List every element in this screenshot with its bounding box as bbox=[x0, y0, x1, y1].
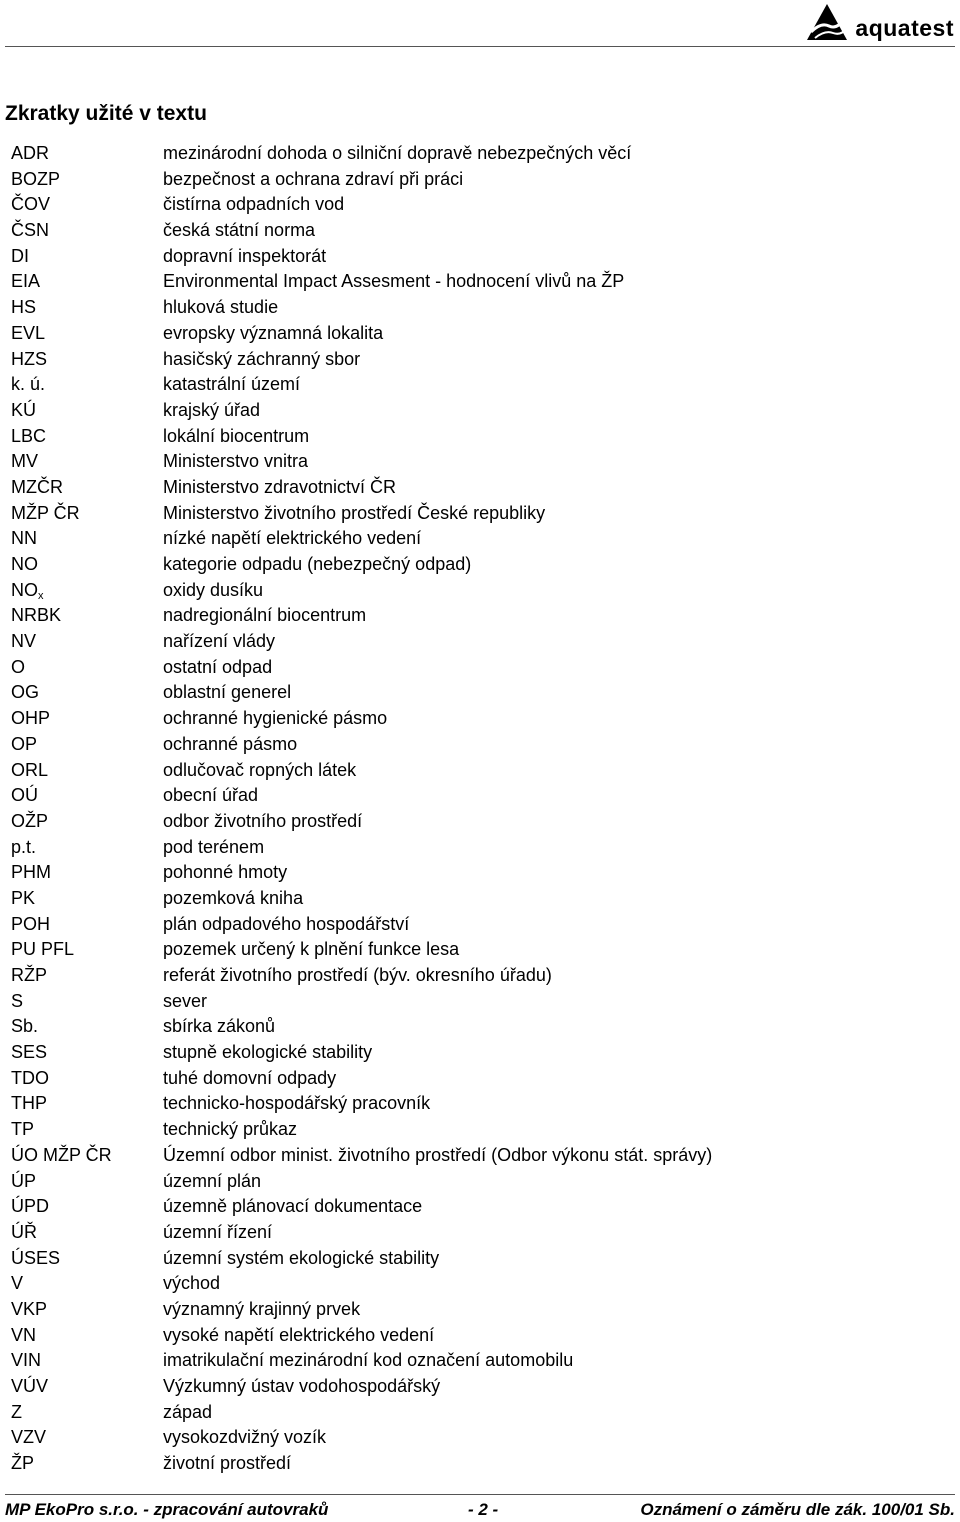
footer-divider bbox=[5, 1494, 955, 1495]
abbreviation-meaning: sbírka zákonů bbox=[163, 1016, 276, 1037]
abbreviation-row bbox=[11, 963, 951, 989]
abbreviation-row bbox=[11, 809, 951, 835]
abbreviation-term bbox=[11, 347, 163, 373]
abbreviation-term bbox=[11, 706, 163, 732]
abbreviation-meaning: bezpečnost a ochrana zdraví při práci bbox=[163, 168, 464, 189]
abbreviation-meaning: sever bbox=[163, 990, 208, 1011]
abbreviation-row bbox=[11, 655, 951, 681]
abbreviation-row bbox=[11, 1194, 951, 1220]
abbreviation-meaning: lokální biocentrum bbox=[163, 425, 310, 446]
abbreviation-text: HS bbox=[11, 297, 37, 318]
section-title: Zkratky užité v textu bbox=[5, 102, 207, 125]
abbreviation-meaning: ostatní odpad bbox=[163, 656, 273, 677]
abbreviation-term bbox=[11, 1425, 163, 1451]
abbreviation-row bbox=[11, 1169, 951, 1195]
abbreviation-text: NRBK bbox=[11, 605, 62, 626]
abbreviation-row bbox=[11, 758, 951, 784]
abbreviation-row bbox=[11, 1091, 951, 1117]
abbreviation-term bbox=[11, 1246, 163, 1272]
abbreviation-meaning: nařízení vlády bbox=[163, 631, 276, 652]
abbreviation-meaning: nadregionální biocentrum bbox=[163, 605, 367, 626]
abbreviation-row bbox=[11, 1451, 951, 1477]
abbreviation-text: ČSN bbox=[11, 220, 50, 241]
abbreviation-text: OÚ bbox=[11, 785, 38, 806]
abbreviation-row bbox=[11, 552, 951, 578]
abbreviation-term bbox=[11, 475, 163, 501]
abbreviation-meaning: Ministerstvo zdravotnictví ČR bbox=[163, 476, 397, 497]
abbreviation-term bbox=[11, 244, 163, 270]
abbreviation-term bbox=[11, 167, 163, 193]
abbreviation-term bbox=[11, 501, 163, 527]
abbreviation-text: NV bbox=[11, 631, 37, 652]
abbreviation-term bbox=[11, 552, 163, 578]
abbreviation-term bbox=[11, 1400, 163, 1426]
abbreviation-row bbox=[11, 218, 951, 244]
abbreviation-meaning: Ministerstvo vnitra bbox=[163, 451, 309, 472]
abbreviation-row bbox=[11, 989, 951, 1015]
abbreviation-row bbox=[11, 578, 951, 604]
abbreviation-term bbox=[11, 603, 163, 629]
abbreviation-row bbox=[11, 295, 951, 321]
page-number: - 2 - bbox=[468, 1500, 499, 1519]
abbreviation-term bbox=[11, 398, 163, 424]
abbreviation-row bbox=[11, 1117, 951, 1143]
abbreviation-text: VN bbox=[11, 1324, 37, 1345]
abbreviation-term bbox=[11, 192, 163, 218]
abbreviation-meaning: obecní úřad bbox=[163, 785, 259, 806]
abbreviation-meaning: stupně ekologické stability bbox=[163, 1042, 373, 1063]
abbreviation-row bbox=[11, 1143, 951, 1169]
abbreviation-text: NN bbox=[11, 528, 37, 549]
abbreviation-text: PU PFL bbox=[11, 939, 75, 960]
abbreviation-meaning: vysoké napětí elektrického vedení bbox=[163, 1324, 435, 1345]
abbreviation-row bbox=[11, 1425, 951, 1451]
abbreviation-term bbox=[11, 1220, 163, 1246]
abbreviation-term bbox=[11, 758, 163, 784]
abbreviation-text: THP bbox=[11, 1093, 47, 1114]
abbreviation-meaning: mezinárodní dohoda o silniční dopravě nebezpečných věcí bbox=[163, 143, 632, 163]
abbreviation-row bbox=[11, 886, 951, 912]
abbreviation-row bbox=[11, 1323, 951, 1349]
abbreviation-row bbox=[11, 732, 951, 758]
abbreviation-row bbox=[11, 603, 951, 629]
abbreviation-meaning: odbor životního prostředí bbox=[163, 810, 363, 831]
abbreviation-term bbox=[11, 989, 163, 1015]
abbreviation-text: ÚO MŽP ČR bbox=[11, 1144, 112, 1165]
abbreviation-row bbox=[11, 706, 951, 732]
abbreviation-term bbox=[11, 1451, 163, 1477]
abbreviation-text: VKP bbox=[11, 1298, 48, 1319]
abbreviation-row bbox=[11, 244, 951, 270]
abbreviation-text: ORL bbox=[11, 759, 49, 780]
abbreviation-text: ÚSES bbox=[11, 1247, 61, 1268]
abbreviation-meaning: územně plánovací dokumentace bbox=[163, 1196, 423, 1217]
abbreviation-meaning: západ bbox=[163, 1401, 213, 1422]
abbreviation-text: p.t. bbox=[11, 836, 37, 857]
abbreviation-text: ADR bbox=[11, 143, 50, 163]
abbreviation-term bbox=[11, 783, 163, 809]
abbreviation-term bbox=[11, 1143, 163, 1169]
abbreviation-text: SES bbox=[11, 1042, 48, 1063]
abbreviation-text: OHP bbox=[11, 708, 51, 729]
abbreviation-meaning: Územní odbor minist. životního prostředí (Odbor výkonu stát. správy) bbox=[163, 1144, 713, 1165]
abbreviation-meaning: hasičský záchranný sbor bbox=[163, 348, 361, 369]
abbreviation-text: ŽP bbox=[11, 1453, 35, 1474]
logo-text: aquatest bbox=[855, 14, 954, 41]
abbreviation-meaning: pozemková kniha bbox=[163, 887, 304, 908]
abbreviation-text: VIN bbox=[11, 1350, 42, 1371]
company-logo bbox=[805, 0, 954, 44]
abbreviation-text: ČOV bbox=[11, 194, 51, 215]
abbreviation-text: VZV bbox=[11, 1427, 47, 1448]
abbreviation-text: OG bbox=[11, 682, 40, 703]
abbreviation-row bbox=[11, 192, 951, 218]
abbreviation-row bbox=[11, 937, 951, 963]
abbreviation-row bbox=[11, 1040, 951, 1066]
abbreviation-text: EVL bbox=[11, 322, 46, 343]
abbreviation-meaning: pohonné hmoty bbox=[163, 862, 288, 883]
abbreviation-term bbox=[11, 1348, 163, 1374]
abbreviation-meaning: tuhé domovní odpady bbox=[163, 1067, 337, 1088]
abbreviation-meaning: technicko-hospodářský pracovník bbox=[163, 1093, 431, 1114]
abbreviation-term bbox=[11, 1169, 163, 1195]
abbreviation-meaning: Environmental Impact Assesment - hodnocení vlivů na ŽP bbox=[163, 271, 625, 292]
abbreviation-text: PHM bbox=[11, 862, 51, 883]
abbreviation-meaning: životní prostředí bbox=[163, 1453, 292, 1474]
abbreviation-term bbox=[11, 1297, 163, 1323]
abbreviation-row bbox=[11, 526, 951, 552]
abbreviation-row bbox=[11, 835, 951, 861]
abbreviation-meaning: nízké napětí elektrického vedení bbox=[163, 528, 422, 549]
abbreviation-text: NO bbox=[11, 579, 38, 600]
abbreviation-meaning: hluková studie bbox=[163, 297, 279, 318]
abbreviation-row bbox=[11, 783, 951, 809]
abbreviation-meaning: východ bbox=[163, 1273, 221, 1294]
abbreviation-meaning: česká státní norma bbox=[163, 220, 316, 241]
page-footer bbox=[5, 1500, 955, 1522]
abbreviation-meaning: oblastní generel bbox=[163, 682, 292, 703]
abbreviation-row bbox=[11, 1400, 951, 1426]
abbreviation-meaning: vysokozdvižný vozík bbox=[163, 1427, 327, 1448]
abbreviation-text: DI bbox=[11, 245, 29, 266]
abbreviation-row bbox=[11, 347, 951, 373]
abbreviation-meaning: ochranné pásmo bbox=[163, 733, 298, 754]
abbreviation-row bbox=[11, 424, 951, 450]
abbreviation-text: ÚP bbox=[11, 1170, 37, 1191]
abbreviation-text: OŽP bbox=[11, 810, 49, 831]
abbreviation-term bbox=[11, 578, 163, 604]
abbreviation-meaning: krajský úřad bbox=[163, 399, 261, 420]
abbreviation-text: TP bbox=[11, 1119, 35, 1140]
abbreviation-text: NO bbox=[11, 554, 38, 574]
abbreviation-row bbox=[11, 1220, 951, 1246]
abbreviation-term bbox=[11, 629, 163, 655]
abbreviation-meaning: pod terénem bbox=[163, 836, 265, 857]
abbreviation-row bbox=[11, 269, 951, 295]
abbreviation-term bbox=[11, 1271, 163, 1297]
abbreviation-term bbox=[11, 963, 163, 989]
abbreviation-text: OP bbox=[11, 733, 38, 754]
abbreviation-text: O bbox=[11, 656, 26, 677]
abbreviation-meaning: územní řízení bbox=[163, 1221, 273, 1242]
abbreviation-text: ÚŘ bbox=[11, 1221, 37, 1242]
abbreviation-term bbox=[11, 1066, 163, 1092]
abbreviation-row bbox=[11, 1271, 951, 1297]
abbreviation-text: Z bbox=[11, 1401, 22, 1422]
abbreviation-meaning: referát životního prostředí (býv. okresního úřadu) bbox=[163, 965, 552, 985]
abbreviation-row bbox=[11, 860, 951, 886]
abbreviation-row bbox=[11, 501, 951, 527]
abbreviation-term bbox=[11, 424, 163, 450]
abbreviation-term bbox=[11, 526, 163, 552]
abbreviation-row bbox=[11, 449, 951, 475]
abbreviation-row bbox=[11, 141, 951, 167]
abbreviation-term bbox=[11, 732, 163, 758]
abbreviation-meaning: imatrikulační mezinárodní kod označení automobilu bbox=[163, 1350, 574, 1371]
abbreviation-row bbox=[11, 1066, 951, 1092]
abbreviation-text: BOZP bbox=[11, 168, 61, 189]
abbreviation-meaning: dopravní inspektorát bbox=[163, 245, 327, 266]
abbreviation-text: MZČR bbox=[11, 476, 63, 497]
abbreviation-term bbox=[11, 886, 163, 912]
abbreviation-term bbox=[11, 655, 163, 681]
abbreviation-text: ÚPD bbox=[11, 1196, 50, 1217]
abbreviation-text: Sb. bbox=[11, 1016, 39, 1037]
footer-document-title: Oznámení o záměru dle zák. 100/01 Sb. bbox=[640, 1500, 955, 1519]
abbreviation-row bbox=[11, 167, 951, 193]
header-divider bbox=[5, 46, 955, 47]
abbreviation-row bbox=[11, 321, 951, 347]
abbreviation-meaning: technický průkaz bbox=[163, 1119, 298, 1140]
abbreviation-meaning: plán odpadového hospodářství bbox=[163, 913, 410, 934]
abbreviation-text: MŽP ČR bbox=[11, 502, 80, 523]
abbreviation-row bbox=[11, 372, 951, 398]
abbreviation-meaning: odlučovač ropných látek bbox=[163, 759, 357, 780]
abbreviation-meaning: Ministerstvo životního prostředí České republiky bbox=[163, 502, 546, 523]
abbreviation-meaning: významný krajinný prvek bbox=[163, 1298, 361, 1319]
abbreviation-text: EIA bbox=[11, 271, 41, 292]
abbreviation-meaning: oxidy dusíku bbox=[163, 579, 264, 600]
abbreviation-subscript: x bbox=[38, 589, 44, 602]
abbreviation-term bbox=[11, 680, 163, 706]
abbreviation-term bbox=[11, 218, 163, 244]
abbreviation-meaning: Výzkumný ústav vodohospodářský bbox=[163, 1376, 441, 1396]
abbreviation-text: TDO bbox=[11, 1067, 49, 1088]
abbreviation-term bbox=[11, 1323, 163, 1349]
abbreviation-term bbox=[11, 835, 163, 861]
abbreviation-meaning: územní plán bbox=[163, 1170, 262, 1191]
abbreviation-term bbox=[11, 1117, 163, 1143]
abbreviation-row bbox=[11, 629, 951, 655]
abbreviation-meaning: kategorie odpadu (nebezpečný odpad) bbox=[163, 554, 472, 574]
abbreviation-text: S bbox=[11, 990, 24, 1011]
abbreviation-term bbox=[11, 141, 163, 167]
abbreviation-text: k. ú. bbox=[11, 374, 46, 395]
abbreviation-row bbox=[11, 1246, 951, 1272]
abbreviation-text: RŽP bbox=[11, 965, 47, 985]
abbreviation-term bbox=[11, 809, 163, 835]
abbreviation-row bbox=[11, 912, 951, 938]
abbreviation-term bbox=[11, 1014, 163, 1040]
abbreviation-term bbox=[11, 372, 163, 398]
abbreviation-term bbox=[11, 937, 163, 963]
abbreviation-term bbox=[11, 860, 163, 886]
abbreviation-text: PK bbox=[11, 887, 36, 908]
abbreviation-row bbox=[11, 398, 951, 424]
abbreviation-list bbox=[11, 141, 951, 1477]
abbreviation-row bbox=[11, 1297, 951, 1323]
abbreviation-term bbox=[11, 449, 163, 475]
abbreviation-meaning: čistírna odpadních vod bbox=[163, 194, 345, 215]
footer-company: MP EkoPro s.r.o. - zpracování autovraků bbox=[5, 1500, 329, 1519]
abbreviation-meaning: katastrální území bbox=[163, 374, 301, 395]
abbreviation-term bbox=[11, 1040, 163, 1066]
abbreviation-term bbox=[11, 1374, 163, 1400]
abbreviation-term bbox=[11, 1091, 163, 1117]
abbreviation-text: MV bbox=[11, 451, 38, 472]
abbreviation-text: LBC bbox=[11, 425, 47, 446]
abbreviation-term bbox=[11, 295, 163, 321]
abbreviation-row bbox=[11, 1348, 951, 1374]
abbreviation-row bbox=[11, 1014, 951, 1040]
abbreviation-term bbox=[11, 1194, 163, 1220]
abbreviation-meaning: územní systém ekologické stability bbox=[163, 1247, 440, 1268]
abbreviation-meaning: pozemek určený k plnění funkce lesa bbox=[163, 939, 460, 960]
abbreviation-term bbox=[11, 321, 163, 347]
abbreviation-text: HZS bbox=[11, 348, 47, 369]
abbreviation-row bbox=[11, 475, 951, 501]
abbreviation-text: VÚV bbox=[11, 1376, 49, 1396]
abbreviation-meaning: ochranné hygienické pásmo bbox=[163, 708, 388, 729]
abbreviation-term bbox=[11, 269, 163, 295]
abbreviation-text: V bbox=[11, 1273, 24, 1294]
aquatest-logo-icon bbox=[805, 2, 849, 42]
abbreviation-row bbox=[11, 1374, 951, 1400]
abbreviation-meaning: evropsky významná lokalita bbox=[163, 322, 384, 343]
abbreviation-row bbox=[11, 680, 951, 706]
abbreviation-text: KÚ bbox=[11, 399, 37, 420]
abbreviation-text: POH bbox=[11, 913, 51, 934]
abbreviation-term bbox=[11, 912, 163, 938]
